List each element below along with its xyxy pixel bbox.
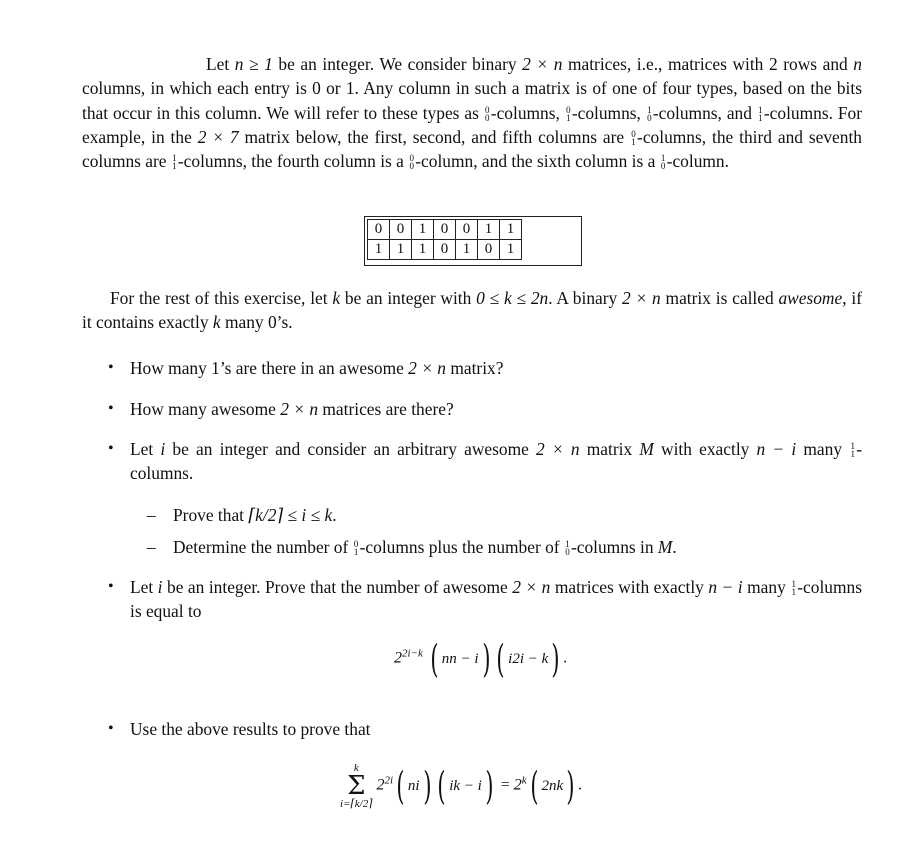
paren-left: ( — [529, 764, 539, 808]
matrix-row-1 — [368, 220, 522, 240]
paren-right: ) — [566, 764, 575, 808]
coltype-10: 1 0 — [647, 104, 652, 123]
definition-paragraph: For the rest of this exercise, let k be an integer with 0 ≤ k ≤ 2n. A binary 2 × n matrix is called awesome, if it contains exactly k many 0’s. — [82, 288, 862, 333]
coltype-10: 1 0 — [660, 153, 666, 172]
coltype-01: 0 1 — [566, 104, 571, 123]
bullet-icon: • — [108, 720, 114, 737]
bullet-icon: • — [108, 359, 114, 376]
paren-right: ) — [422, 764, 432, 808]
matrix-cell: 1 — [412, 240, 434, 260]
formula-identity: k Σ i=⌈k/2⌉ $2^{2i}$( ni) ( ik − i) = 2$^k$( 2nk) . — [340, 762, 582, 810]
binomial: ni — [407, 777, 420, 794]
coltype-11: 1 1 — [791, 579, 797, 597]
dash-icon: – — [147, 537, 156, 557]
binomial: ik − i — [449, 777, 482, 794]
paren-right: ) — [551, 637, 560, 681]
matrix-cell: 0 — [456, 220, 478, 240]
matrix-row-2 — [368, 240, 522, 260]
matrix-cell: 0 — [434, 220, 456, 240]
paren-left: ( — [437, 764, 446, 808]
coltype-10: 1 0 — [565, 539, 570, 557]
awesome-term: awesome — [778, 288, 843, 308]
formula-count: $2^{2i-k}$ ( nn − i) ( i2i − k) . — [394, 637, 568, 681]
coltype-11: 1 1 — [850, 441, 855, 459]
paren-left: ( — [430, 637, 439, 681]
matrix-cell: 1 — [390, 240, 412, 260]
example-matrix — [367, 219, 522, 260]
matrix-cell: 1 — [412, 220, 434, 240]
paren-left: ( — [496, 637, 505, 681]
summation: k Σ i=⌈k/2⌉ — [340, 762, 373, 810]
intro-paragraph: Let n ≥ 1 be an integer. We consider binary 2 × n matrices, i.e., matrices with 2 rows and n columns, in which each entry is 0 or 1. Any column in such a matrix is of one of four types, based on the bits that occur in this column. We will refer to these types as 0 0 -columns, 0 1 -columns, 1 0 -columns, and 1 1 -columns. For example, in the 2 × 7 matrix below, the first, second, and fifth columns are 0 1 -columns, the third and seventh columns are 1 1 -columns, the fourth column is a 0 0 -column, and the sixth column is a 1 0 -column. — [82, 54, 863, 172]
bullet-icon: • — [108, 440, 114, 457]
matrix-cell: 0 — [368, 220, 390, 240]
matrix-cell: 0 — [390, 220, 412, 240]
matrix-cell: 0 — [478, 240, 500, 260]
matrix-cell: 1 — [500, 240, 522, 260]
coltype-00: 0 0 — [485, 104, 490, 123]
coltype-01: 0 1 — [631, 128, 636, 147]
paren-right: ) — [485, 764, 494, 808]
coltype-00: 0 0 — [409, 153, 414, 172]
matrix-cell: 0 — [434, 240, 456, 260]
matrix-cell: 1 — [500, 220, 522, 240]
dash-icon: – — [147, 505, 156, 525]
paren-left: ( — [396, 764, 405, 808]
binomial: i2i − k — [508, 650, 549, 667]
paren-right: ) — [481, 637, 490, 681]
matrix-cell: 1 — [368, 240, 390, 260]
binomial: nn − i — [441, 650, 479, 667]
matrix-cell: 1 — [456, 240, 478, 260]
coltype-11: 1 1 — [172, 153, 177, 172]
bullet-icon: • — [108, 578, 114, 595]
matrix-cell: 1 — [478, 220, 500, 240]
coltype-11: 1 1 — [758, 104, 763, 123]
binomial: 2nk — [541, 777, 564, 794]
coltype-01: 0 1 — [353, 539, 359, 557]
bullet-icon: • — [108, 400, 114, 417]
